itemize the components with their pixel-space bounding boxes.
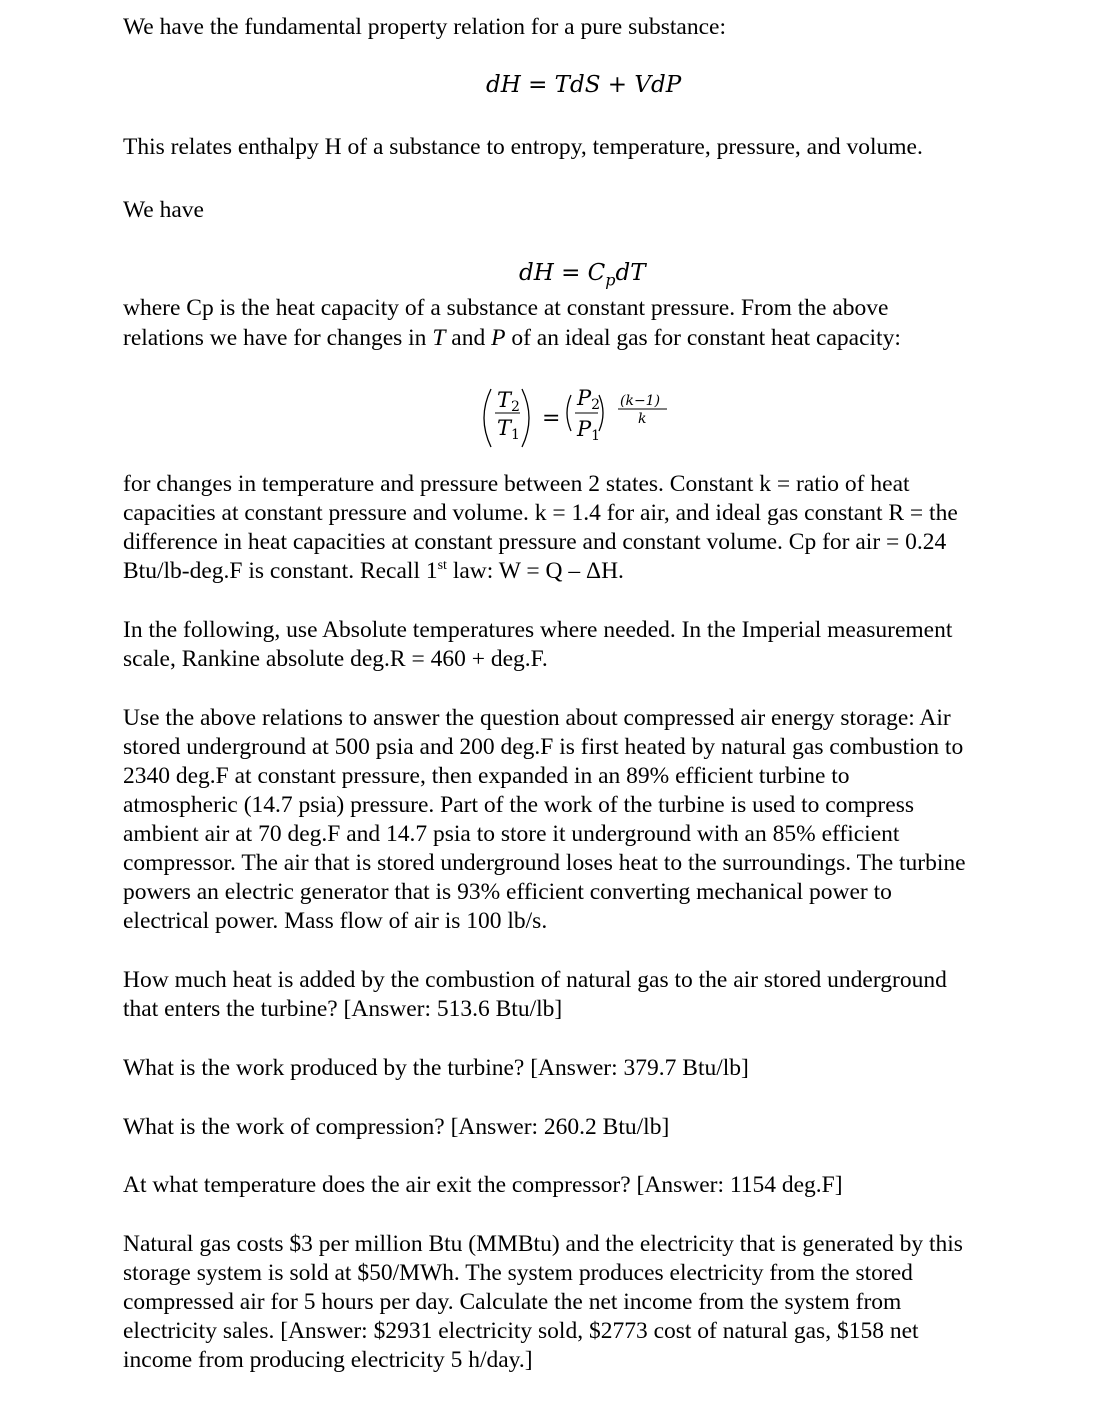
eq2-main: dH = C (519, 260, 606, 286)
T2-symbol: T2 (497, 388, 520, 415)
intro-line-4 (123, 294, 888, 323)
intro-line-2: This relates enthalpy H of a substance to entropy, temperature, pressure, and volume. (123, 134, 923, 160)
question-2: What is the work produced by the turbine? [Answer: 379.7 Btu/lb] (123, 1055, 749, 1081)
para3-line-6: compressor. The air that is stored underground loses heat to the surroundings. The turbine (123, 850, 966, 876)
intro-line-5-and: and (445, 325, 492, 351)
equation-fundamental-relation: dH = TdS + VdP (486, 72, 682, 98)
para3-line-3: 2340 deg.F at constant pressure, then expanded in an 89% efficient turbine to (123, 763, 850, 789)
para2-line-1: In the following, use Absolute temperatures where needed. In the Imperial measurement (123, 617, 953, 643)
T1-symbol: T1 (497, 416, 520, 443)
question-5-line-2: storage system is sold at $50/MWh. The system produces electricity from the stored (123, 1260, 913, 1286)
P1-symbol: P1 (577, 417, 601, 444)
para3-line-1: Use the above relations to answer the question about compressed air energy storage: Air (123, 705, 951, 731)
para1-line-2: capacities at constant pressure and volume. k = 1.4 for air, and ideal gas constant R = the (123, 500, 958, 526)
para1-line-3: difference in heat capacities at constant pressure and constant volume. Cp for air = 0.24 (123, 529, 947, 555)
para1-line-4-b: law: W = Q – ΔH. (446, 558, 624, 584)
eq2-subscript: p (605, 270, 616, 290)
intro-line-5-P: P (491, 325, 506, 351)
intro-line-5-a: relations we have for changes in (123, 325, 433, 351)
para3-line-5: ambient air at 70 deg.F and 14.7 psia to store it underground with an 85% efficient (123, 821, 900, 847)
para1-line-4-sup: st (437, 558, 447, 574)
left-paren-close (522, 389, 529, 447)
para1-line-4-a: Btu/lb-deg.F is constant. Recall 1 (123, 558, 438, 584)
intro-line-5-T: T (432, 325, 446, 351)
para1-line-1: for changes in temperature and pressure between 2 states. Constant k = ratio of heat (123, 471, 910, 497)
para2-line-2: scale, Rankine absolute deg.R = 460 + deg.F. (123, 646, 548, 672)
intro-line-1: We have the fundamental property relation for a pure substance: (123, 14, 726, 40)
para1-line-4 (123, 557, 624, 586)
equals-sign: = (542, 406, 561, 431)
P2-symbol: P2 (577, 386, 601, 413)
intro-line-4-text: where Cp is the heat capacity of a substance at constant pressure. From the above (123, 295, 889, 321)
question-5-line-4: electricity sales. [Answer: $2931 electricity sold, $2773 cost of natural gas, $158 net (123, 1318, 919, 1344)
question-5-line-3: compressed air for 5 hours per day. Calculate the net income from the system from (123, 1289, 902, 1315)
equation-temperature-pressure-ratio (480, 383, 680, 453)
right-paren-open (567, 395, 571, 431)
left-paren-open (484, 389, 491, 447)
exponent-denominator: k (638, 411, 647, 427)
question-3: What is the work of compression? [Answer: 260.2 Btu/lb] (123, 1114, 670, 1140)
question-1-line-1: How much heat is added by the combustion of natural gas to the air stored underground (123, 967, 947, 993)
para3-line-8: electrical power. Mass flow of air is 100 lb/s. (123, 908, 548, 934)
exponent-numerator: (k−1) (620, 393, 661, 409)
intro-line-5-b: of an ideal gas for constant heat capacity: (505, 325, 901, 351)
para3-line-7: powers an electric generator that is 93% efficient converting mechanical power to (123, 879, 892, 905)
question-1-line-2: that enters the turbine? [Answer: 513.6 Btu/lb] (123, 996, 563, 1022)
question-5-line-5: income from producing electricity 5 h/day.] (123, 1347, 533, 1373)
eq2-tail: dT (615, 260, 646, 286)
para3-line-4: atmospheric (14.7 psia) pressure. Part of the work of the turbine is used to compress (123, 792, 914, 818)
intro-line-5 (123, 324, 901, 353)
intro-line-3: We have (123, 197, 204, 223)
equation-temperature-pressure-svg (480, 383, 680, 453)
para3-line-2: stored underground at 500 psia and 200 deg.F is first heated by natural gas combustion to (123, 734, 964, 760)
question-5-line-1: Natural gas costs $3 per million Btu (MMBtu) and the electricity that is generated by this (123, 1231, 963, 1257)
question-4: At what temperature does the air exit the compressor? [Answer: 1154 deg.F] (123, 1172, 843, 1198)
equation-enthalpy-heat-capacity (519, 260, 646, 290)
